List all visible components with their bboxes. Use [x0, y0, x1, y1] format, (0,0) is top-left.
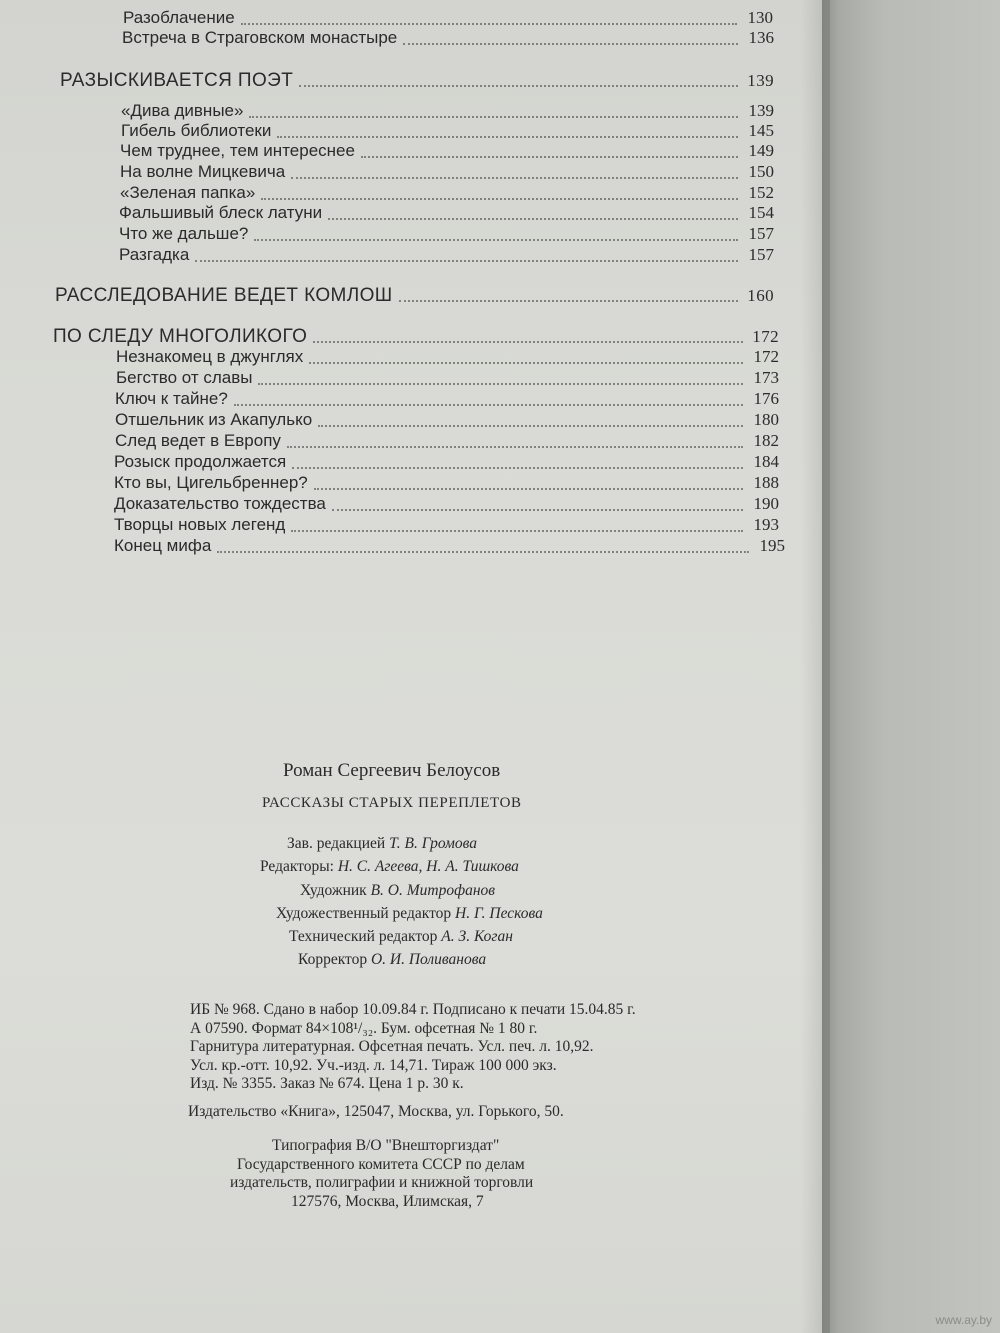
- imprint-author: Роман Сергеевич Белоусов: [283, 760, 501, 781]
- toc-leader-dots: [399, 300, 738, 302]
- credit-role: Корректор: [298, 951, 368, 968]
- toc-leader-dots: [195, 260, 738, 262]
- credit-role: Технический редактор: [289, 928, 438, 945]
- imprint-credit: [300, 882, 495, 900]
- toc-entry-title: Чем труднее, тем интереснее: [120, 141, 355, 160]
- toc-entry-title: Что же дальше?: [119, 224, 249, 243]
- toc-entry-page: 172: [752, 327, 779, 346]
- toc-entry-page: 150: [748, 162, 774, 181]
- imprint-credit: [298, 951, 486, 969]
- toc-entry-title: Кто вы, Цигельбреннер?: [114, 473, 308, 492]
- toc-entry-title: Отшельник из Акапулько: [115, 410, 313, 429]
- toc-entry-title: Доказательство тождества: [114, 494, 326, 513]
- credit-names: О. И. Поливанова: [370, 951, 487, 968]
- toc-section-title: РАЗЫСКИВАЕТСЯ ПОЭТ: [60, 70, 294, 91]
- toc-leader-dots: [249, 116, 738, 118]
- toc-leader-dots: [318, 425, 743, 427]
- toc-entry-title: Разгадка: [119, 245, 190, 264]
- toc-entry-page: 130: [747, 8, 773, 27]
- toc-entry-title: След ведет в Европу: [115, 431, 281, 450]
- toc-entry-page: 173: [753, 368, 779, 387]
- imprint-detail: Усл. кр.-отт. 10,92. Уч.-изд. л. 14,71. Тираж 100 000 экз.: [190, 1057, 557, 1074]
- toc-leader-dots: [241, 23, 737, 25]
- toc-leader-dots: [328, 218, 738, 220]
- imprint-credit: [276, 905, 543, 923]
- imprint-detail: Изд. № 3355. Заказ № 674. Цена 1 р. 30 к.: [190, 1075, 464, 1092]
- toc-entry: [119, 245, 774, 269]
- toc-entry-title: На волне Мицкевича: [120, 162, 286, 181]
- toc-entry-page: 190: [753, 494, 779, 513]
- toc-entry-page: 145: [748, 121, 774, 140]
- gutter-shadow: [800, 0, 830, 1333]
- toc-section: [60, 70, 774, 94]
- toc-entry-page: 139: [748, 101, 774, 120]
- toc-section-title: РАССЛЕДОВАНИЕ ВЕДЕТ КОМЛОШ: [55, 285, 393, 306]
- credit-names: В. О. Митрофанов: [370, 882, 496, 899]
- toc-entry-page: 188: [753, 473, 779, 492]
- toc-entry-title: «Дива дивные»: [121, 101, 244, 120]
- toc-entry-page: 157: [748, 224, 774, 243]
- toc-entry-title: Встреча в Страговском монастыре: [122, 28, 398, 47]
- credit-role: Художник: [300, 882, 367, 899]
- toc-entry-page: 152: [748, 183, 774, 202]
- toc-entry-page: 157: [748, 245, 774, 264]
- toc-entry-title: Фальшивый блеск латуни: [119, 203, 323, 222]
- imprint-publisher: Издательство «Книга», 125047, Москва, ул. Горького, 50.: [188, 1103, 564, 1120]
- toc-leader-dots: [403, 43, 738, 45]
- toc-entry-page: 136: [748, 28, 774, 47]
- imprint-printer-line: Типография В/О "Внешторгиздат": [272, 1137, 500, 1154]
- toc-entry-title: «Зеленая папка»: [120, 183, 256, 202]
- credit-role: Редакторы:: [260, 858, 334, 875]
- toc-leader-dots: [292, 467, 743, 469]
- toc-leader-dots: [258, 383, 743, 385]
- imprint-detail: Гарнитура литературная. Офсетная печать. Усл. печ. л. 10,92.: [190, 1038, 594, 1055]
- toc-entry: [114, 536, 785, 560]
- toc-entry-page: 160: [747, 286, 774, 305]
- toc-leader-dots: [261, 198, 738, 200]
- toc-entry-page: 193: [753, 515, 779, 534]
- imprint-printer-line: 127576, Москва, Илимская, 7: [291, 1193, 484, 1210]
- toc-leader-dots: [299, 85, 738, 87]
- imprint-printer-line: Государственного комитета СССР по делам: [237, 1156, 525, 1173]
- toc-entry-title: Конец мифа: [114, 536, 212, 555]
- toc-entry-title: Разоблачение: [123, 8, 235, 27]
- toc-entry-title: Незнакомец в джунглях: [116, 347, 304, 366]
- imprint-detail: ИБ № 968. Сдано в набор 10.09.84 г. Подписано к печати 15.04.85 г.: [190, 1001, 636, 1018]
- toc-leader-dots: [332, 509, 743, 511]
- toc-leader-dots: [287, 446, 743, 448]
- toc-leader-dots: [361, 156, 738, 158]
- watermark: www.ay.by: [935, 1313, 992, 1327]
- toc-leader-dots: [313, 341, 743, 343]
- toc-leader-dots: [291, 177, 738, 179]
- toc-leader-dots: [254, 239, 738, 241]
- toc-leader-dots: [314, 488, 743, 490]
- imprint-credit: [260, 858, 519, 876]
- toc-entry-page: 180: [753, 410, 779, 429]
- toc-section: [55, 285, 774, 309]
- toc-entry-page: 154: [748, 203, 774, 222]
- toc-leader-dots: [309, 362, 743, 364]
- toc-entry-page: 172: [753, 347, 779, 366]
- toc-entry-title: Бегство от славы: [116, 368, 253, 387]
- imprint-detail: А 07590. Формат 84×108¹/₃₂. Бум. офсетная № 1 80 г.: [190, 1020, 538, 1037]
- credit-role: Зав. редакцией: [287, 835, 386, 852]
- toc-leader-dots: [291, 530, 743, 532]
- toc-entry-page: 176: [753, 389, 779, 408]
- toc-entry-title: Гибель библиотеки: [121, 121, 272, 140]
- imprint-credit: [287, 835, 477, 853]
- toc-entry-page: 149: [748, 141, 774, 160]
- toc-entry-title: Творцы новых легенд: [114, 515, 286, 534]
- credit-names: Т. В. Громова: [389, 835, 477, 852]
- toc-entry-title: Ключ к тайне?: [115, 389, 228, 408]
- credit-names: Н. С. Агеева, Н. А. Тишкова: [337, 858, 519, 875]
- toc-section-title: ПО СЛЕДУ МНОГОЛИКОГО: [53, 326, 308, 347]
- toc-leader-dots: [217, 551, 749, 553]
- credit-role: Художественный редактор: [276, 905, 452, 922]
- toc-entry: [122, 28, 774, 52]
- book-gutter: [822, 0, 1000, 1333]
- credit-names: Н. Г. Пескова: [455, 905, 543, 922]
- toc-entry-page: 182: [753, 431, 779, 450]
- toc-leader-dots: [234, 404, 743, 406]
- toc-leader-dots: [277, 136, 738, 138]
- toc-entry-title: Розыск продолжается: [114, 452, 287, 471]
- credit-names: А. З. Коган: [441, 928, 513, 945]
- toc-entry-page: 139: [747, 71, 774, 90]
- imprint-printer-line: издательств, полиграфии и книжной торговли: [230, 1174, 534, 1191]
- imprint-credit: [289, 928, 513, 946]
- toc-entry-page: 195: [759, 536, 785, 555]
- imprint-book-title: РАССКАЗЫ СТАРЫХ ПЕРЕПЛЕТОВ: [262, 795, 522, 811]
- toc-entry-page: 184: [753, 452, 779, 471]
